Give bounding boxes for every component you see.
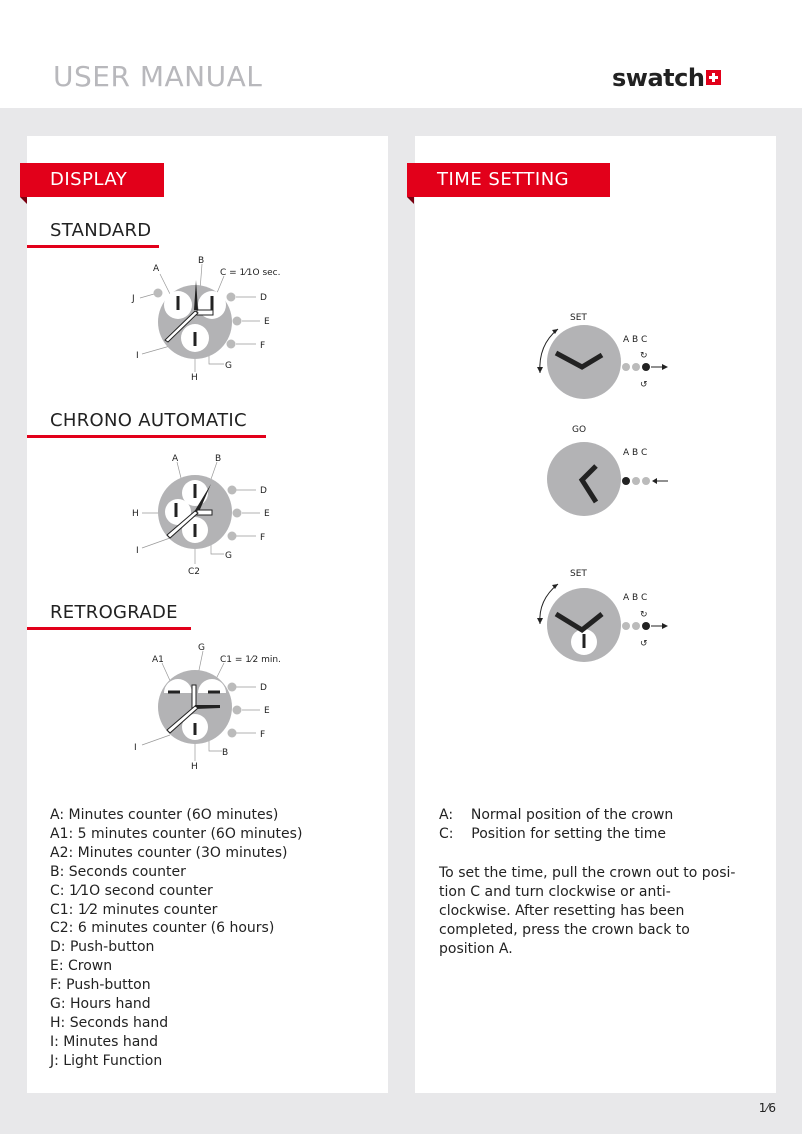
display-tab: DISPLAY xyxy=(20,163,164,197)
swatch-logo: swatch xyxy=(612,64,721,92)
crown-positions-label: A B C xyxy=(623,593,648,603)
crown-positions-label: A B C xyxy=(623,335,648,345)
label-h: H xyxy=(132,509,139,519)
crown-positions-label: A B C xyxy=(623,448,648,458)
label-i: I xyxy=(134,743,137,753)
label-f: F xyxy=(260,533,266,543)
set-step-diagram xyxy=(530,305,680,405)
legend-item: A2: Minutes counter (3O minutes) xyxy=(50,844,288,861)
legend-item: D: Push-button xyxy=(50,939,155,956)
label-e: E xyxy=(264,317,270,327)
legend-item: E: Crown xyxy=(50,958,113,975)
legend-item: C: Position for setting the time xyxy=(439,825,666,842)
legend-item: I: Minutes hand xyxy=(50,1033,159,1050)
page-title: USER MANUAL xyxy=(53,60,263,93)
label-d: D xyxy=(260,683,267,693)
label-a1: A1 xyxy=(152,655,164,665)
label-d: D xyxy=(260,486,267,496)
label-d: D xyxy=(260,293,267,303)
legend-item: C1: 1⁄2 minutes counter xyxy=(50,901,218,918)
label-c: C = 1⁄1O sec. xyxy=(220,268,281,278)
legend-item: G: Hours hand xyxy=(50,996,151,1013)
legend-item: H: Seconds hand xyxy=(50,1014,169,1031)
retrograde-heading: RETROGRADE xyxy=(27,602,191,630)
chrono-watch-diagram xyxy=(120,440,300,580)
legend-item: J: Light Function xyxy=(50,1052,163,1069)
label-b: B xyxy=(215,454,222,464)
retrograde-watch-diagram xyxy=(120,635,300,775)
label-c1: C1 = 1⁄2 min. xyxy=(220,655,281,665)
label-e: E xyxy=(264,706,270,716)
swiss-cross-icon xyxy=(706,70,721,85)
time-setting-instructions: To set the time, pull the crown out to posi-tion C and turn clockwise or anti-clockwise. After resetting has been completed, press the crown back to position A. xyxy=(439,865,736,957)
time-setting-legend xyxy=(439,806,673,844)
legend-item: C2: 6 minutes counter (6 hours) xyxy=(50,920,275,937)
label-h: H xyxy=(191,373,198,383)
label-c2: C2 xyxy=(188,567,201,577)
label-g: G xyxy=(225,551,232,561)
rotate-clockwise-icon: ↻ xyxy=(640,351,648,361)
page-number: 1⁄6 xyxy=(758,1101,776,1115)
set-label: SET xyxy=(570,313,587,323)
label-e: E xyxy=(264,509,270,519)
label-f: F xyxy=(260,730,266,740)
legend-item: A: Normal position of the crown xyxy=(439,807,674,823)
set-step2-diagram xyxy=(530,562,680,662)
label-i: I xyxy=(136,546,139,556)
set-label: SET xyxy=(570,569,587,579)
standard-heading: STANDARD xyxy=(27,220,159,248)
legend-item: B: Seconds counter xyxy=(50,863,186,880)
header xyxy=(0,0,802,108)
chrono-heading: CHRONO AUTOMATIC xyxy=(27,410,266,438)
label-g: G xyxy=(225,361,232,371)
label-a: A xyxy=(172,454,179,464)
display-legend xyxy=(50,806,302,1071)
label-i: I xyxy=(136,351,139,361)
label-j: J xyxy=(132,294,135,304)
legend-item: F: Push-button xyxy=(50,977,151,994)
rotate-anticlockwise-icon: ↺ xyxy=(640,639,648,649)
legend-item: C: 1⁄1O second counter xyxy=(50,882,213,899)
legend-item: A: Minutes counter (6O minutes) xyxy=(50,807,279,823)
label-g: G xyxy=(198,643,205,653)
label-b: B xyxy=(198,256,205,266)
go-label: GO xyxy=(572,425,587,435)
label-h: H xyxy=(191,762,198,772)
label-f: F xyxy=(260,341,266,351)
label-b: B xyxy=(222,748,229,758)
legend-item: A1: 5 minutes counter (6O minutes) xyxy=(50,825,303,842)
go-step-diagram xyxy=(530,420,680,520)
time-setting-tab: TIME SETTING xyxy=(407,163,610,197)
standard-watch-diagram xyxy=(120,250,300,390)
label-a: A xyxy=(153,264,160,274)
rotate-clockwise-icon: ↻ xyxy=(640,610,648,620)
rotate-anticlockwise-icon: ↺ xyxy=(640,380,648,390)
